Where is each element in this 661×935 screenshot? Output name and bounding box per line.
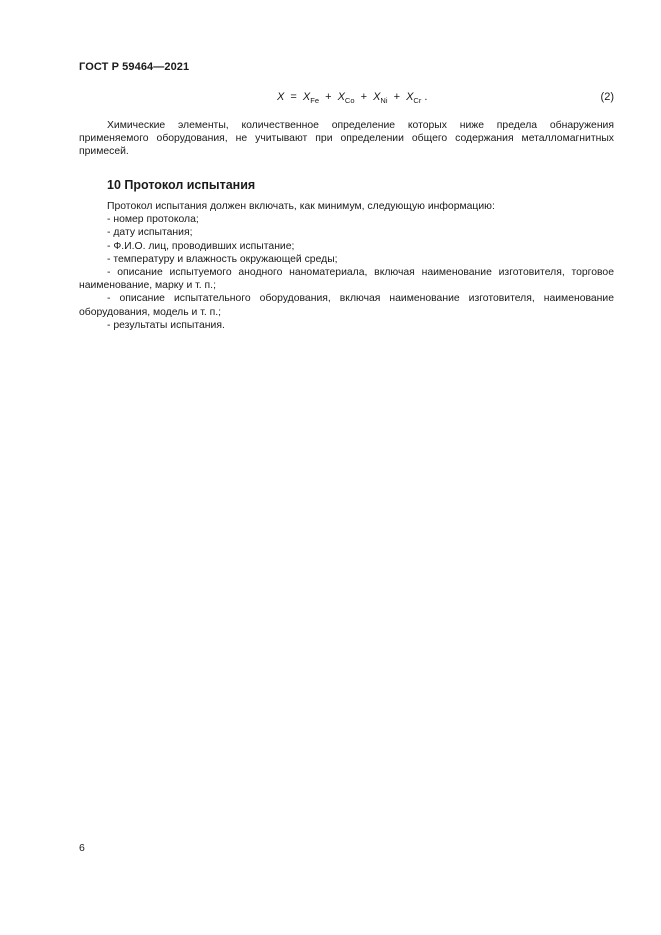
formula-term-co: $X_{Co}$ bbox=[337, 91, 355, 105]
formula-lhs: X bbox=[277, 91, 285, 103]
formula-term-fe: $X_{Fe}$ bbox=[302, 91, 320, 105]
formula-term-ni: $X_{Ni}$ bbox=[373, 91, 388, 105]
formula bbox=[277, 91, 427, 103]
list-item: - Ф.И.О. лиц, проводивших испытание; bbox=[107, 240, 295, 252]
list-item: - результаты испытания. bbox=[107, 319, 225, 331]
formula-term-cr: $X_{Cr}$ bbox=[406, 91, 422, 105]
formula-plus: + bbox=[325, 91, 332, 103]
formula-equals: = bbox=[290, 91, 297, 103]
formula-plus: + bbox=[360, 91, 368, 103]
paragraph-text: Химические элементы, количественное определение которых ниже предела обнаружения применяемого оборудования, не учитывают при определении общего содержания металломагнитных примесей. bbox=[79, 120, 614, 158]
list-item: - номер протокола; bbox=[107, 214, 199, 226]
formula-number: (2) bbox=[600, 91, 614, 103]
list-item: - описание испытуемого анодного наноматериала, включая наименование изготовителя, торговое наименование, марку и т. п.; bbox=[79, 267, 614, 292]
list-item: - дату испытания; bbox=[107, 227, 193, 239]
page-number: 6 bbox=[79, 842, 85, 854]
section-intro: Протокол испытания должен включать, как минимум, следующую информацию: bbox=[107, 201, 495, 212]
formula-end: . bbox=[424, 91, 428, 103]
list-item: - описание испытательного оборудования, включая наименование изготовителя, наименование оборудования, модель и т. п.; bbox=[79, 293, 614, 318]
formula-plus: + bbox=[393, 91, 401, 103]
formula-row bbox=[79, 91, 614, 107]
section-body bbox=[79, 200, 614, 332]
list-item: - температуру и влажность окружающей среды; bbox=[107, 253, 338, 265]
document-header: ГОСТ Р 59464—2021 bbox=[79, 61, 190, 73]
section-title: 10 Протокол испытания bbox=[107, 178, 256, 192]
paragraph-exclusion-note bbox=[79, 119, 614, 159]
